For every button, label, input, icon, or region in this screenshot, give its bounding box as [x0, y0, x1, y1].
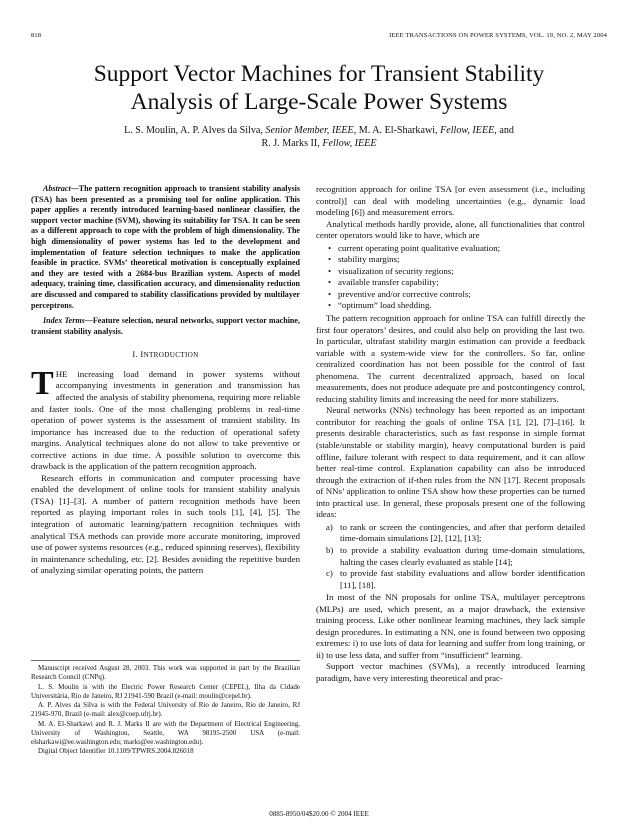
index-terms [31, 316, 300, 337]
section-heading-introduction [31, 349, 300, 362]
journal-running-head: IEEE TRANSACTIONS ON POWER SYSTEMS, VOL. 19, NO. 2, MAY 2004 [389, 32, 607, 39]
right-paragraph-4: Neural networks (NNs) technology has been reported as an important contributor for reaching the goals of online TSA [1], [2], [7]–[16]. It presents desirable characteristics, such as fast response in simple format (stable/unstable or stability margin), heavy computational burden is paid offline, failure tolerant with respect to data requirement, and it can allow better real-time control. Explanation capability can also be introduced through the extraction of if-then rules from the NN [17]. Recent proposals of NNs’ application to online TSA show how these properties can be turned into practical use. In general, these proposals present one of the following ideas: [316, 405, 585, 520]
index-terms-text: Feature selection, neural networks, support vector machine, transient stability analysis. [31, 316, 300, 336]
footnote-doi: Digital Object Identifier 10.1109/TPWRS.2004.826018 [38, 747, 194, 756]
functionality-list [316, 243, 585, 312]
right-paragraph-1: recognition approach for online TSA [or even assessment (i.e., including control)] can deal with modeling uncertainties (e.g., dynamic load modeling [6]) and measurement errors. [316, 184, 585, 218]
list-item-label: b) [326, 544, 334, 555]
page-header [31, 32, 607, 42]
bullet-icon: • [328, 288, 332, 299]
right-paragraph-3: The pattern recognition approach for online TSA can fulfill directly the first four operators’ desires, and could also help on providing the last two. In particular, ultrafast stability margin estimation can provide a feedback variable with a system-wide view for the controllers. So far, online centralized coordination has not been possible for the control of fast phenomena. The current decentralized approach, based on local measurements, does not produce adequate pre and postcontingency control, reducing stability limits and increasing the need for more stabilizers. [316, 313, 585, 404]
abstract [31, 184, 300, 311]
author-names-2: M. A. El-Sharkawi, [358, 125, 438, 136]
copyright-footer: 0885-8950/04$20.00 © 2004 IEEE [269, 810, 369, 818]
authors-line-2 [20, 137, 618, 150]
right-paragraph-6: Support vector machines (SVMs), a recently introduced learning paradigm, have very interesting theoretical and prac- [316, 661, 585, 683]
bullet-icon: • [328, 242, 332, 253]
drop-cap: T [31, 364, 54, 402]
list-item-label: a) [326, 521, 333, 532]
right-column [316, 184, 585, 685]
abstract-text: The pattern recognition approach to transient stability analysis (TSA) has been presented as a promising tool for online application. This paper applies a recently introduced learning-based nonlinear classifier, the support vector machine (SVM), showing its suitability for TSA. It can be seen as a different approach to cope with the problem of high dimensionality. The high dimensionality of power systems has led to the development and implementation of feature selection techniques to make the application feasible in practice. SVMs’ theoretical motivation is conceptually explained and they are tested with a 2684-bus Brazilian system. Aspects of model adequacy, training time, classification accuracy, and dimensionality reduction are discussed and compared to stability classifications provided by multilayer perceptrons. [31, 184, 300, 310]
title-line-2: Analysis of Large-Scale Power Systems [130, 89, 508, 115]
author-names-3: R. J. Marks II, [261, 138, 320, 149]
author-names-1: L. S. Moulin, A. P. Alves da Silva, [124, 125, 263, 136]
section-initial: I [140, 349, 144, 360]
list-item: • preventive and/or corrective controls; [328, 288, 471, 299]
title-line-1: Support Vector Machines for Transient Stability [93, 61, 545, 87]
list-item: • available transfer capability; [328, 277, 439, 288]
footnote-manuscript: Manuscript received August 28, 2003. This work was supported in part by the Brazilian Research Council (CNPq). [31, 664, 300, 682]
footnote-rule [31, 660, 300, 661]
left-column [31, 184, 300, 577]
intro-paragraph-1-text: HE increasing load demand in power systems without accompanying investments in generation and transmission has affected the analysis of stability phenomena, requiring more reliable and faster tools. One of the most challenging problems in real-time operation of power systems is the assessment of transient stability. Its importance has increased due to the reduction of operational safety margins. Analytical techniques alone do not allow to take preventive or corrective actions in due time. A possible solution to overcome this drawback is the application of the pattern recognition approach. [31, 368, 300, 472]
list-item-label: c) [326, 568, 333, 579]
author-grade-1: Senior Member, IEEE, [265, 125, 357, 136]
page-number: 818 [31, 32, 42, 39]
intro-paragraph-2: Research efforts in communication and computer processing have enabled the development of online tools for transient stability analysis (TSA) [1]–[3]. A number of pattern recognition methods have been reported as playing important roles in such tools [1], [4], [5]. The integration of automatic learning/pattern recognition techniques with analytical TSA methods can provide more accurate monitoring, improved use of power systems resources (e.g., reduced spinning reserves), flexibility in maintenance scheduling, etc. [2]. Besides avoiding the repetitive burden of analyzing similar operating points, the pattern [31, 472, 300, 576]
right-paragraph-2: Analytical methods hardly provide, alone, all functionalities that control center operators would like to have, which are [316, 218, 585, 241]
author-grade-3: Fellow, IEEE [322, 138, 377, 149]
footnote-el-sharkawi-marks: M. A. El-Sharkawi and R. J. Marks II are with the Department of Electrical Engineering, University of Washington, Seattle, WA 98195-2500 USA (e-mail: elsharkawi@ee.washington.edu; marks@ee.washington.edu). [31, 719, 300, 746]
bullet-icon: • [328, 254, 332, 265]
bullet-icon: • [328, 277, 332, 288]
footnotes [31, 664, 300, 757]
index-terms-label: Index Terms— [43, 316, 93, 326]
abstract-label: Abstract— [43, 184, 79, 193]
section-title-rest: NTRODUCTION [143, 351, 199, 360]
list-item: • current operating point qualitative evaluation; [328, 242, 501, 253]
list-item: • “optimum” load shedding. [328, 300, 432, 311]
bullet-icon: • [328, 265, 332, 276]
list-item: a) to rank or screen the contingencies, and after that perform detailed time-domain simulations [2], [12], [13]; [326, 521, 585, 544]
proposal-ideas-list [316, 522, 585, 591]
list-item: c) to provide fast stability evaluations and allow border identification [11], [18]. [326, 568, 585, 590]
list-item: • visualization of security regions; [328, 265, 454, 276]
intro-paragraph-1 [31, 364, 300, 473]
right-paragraph-5: In most of the NN proposals for online TSA, multilayer perceptrons (MLPs) are used, which present, as a major drawback, the extensive training process. Like other nonlinear learning machines, they lack simple design procedures. In estimating a NN, one is found between two opposing extremes: i) to use lots of data for learning and suffer from long training, or ii) to use less data, and suffer from “insufficient” learning. [316, 592, 585, 660]
author-and: and [499, 125, 514, 136]
author-grade-2: Fellow, IEEE, [440, 125, 497, 136]
section-numeral: I. [132, 349, 141, 360]
footnote-alves-da-silva: A. P. Alves da Silva is with the Federal University of Rio de Janeiro, Rio de Janeiro, RJ 21945-970, Brazil (e-mail: alex@coep.ufrj.br). [31, 701, 300, 719]
footnote-moulin: L. S. Moulin is with the Electric Power Research Center (CEPEL), Ilha da Cidade Universitária, Rio de Janeiro, RJ 21941-590 Brazil (e-mail: moulin@cepel.br). [31, 682, 300, 700]
author-list [20, 124, 618, 150]
list-item: • stability margins; [328, 254, 400, 265]
paper-title [20, 60, 618, 116]
authors-line-1 [20, 124, 618, 137]
list-item: b) to provide a stability evaluation during time-domain simulations, halting the cases clearly evaluated as stable [14]; [326, 544, 585, 567]
bullet-icon: • [328, 300, 332, 311]
